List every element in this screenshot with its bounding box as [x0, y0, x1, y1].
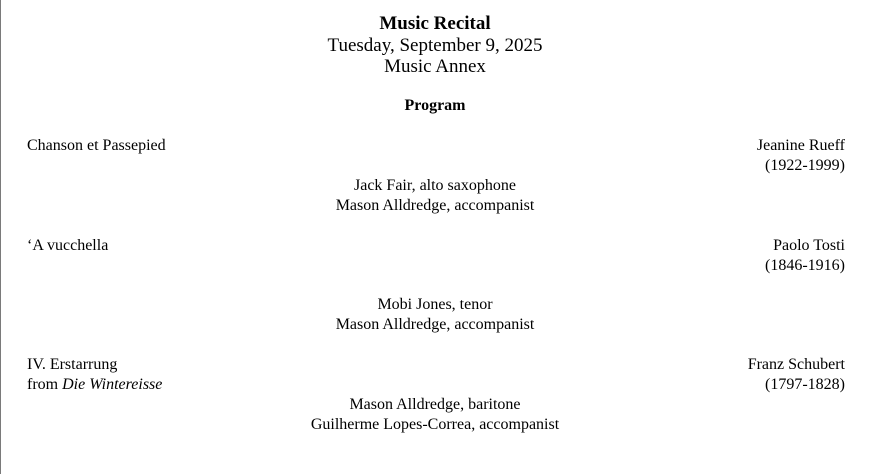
recital-venue: Music Annex — [384, 56, 486, 77]
recital-date: Tuesday, September 9, 2025 — [327, 35, 543, 56]
performer-line: Jack Fair, alto saxophone — [354, 177, 516, 194]
composer-name: Paolo Tosti — [773, 237, 845, 254]
source-work-title: Die Wintereisse — [62, 376, 163, 393]
performer-line: Guilherme Lopes-Correa, accompanist — [310, 416, 560, 433]
performer-line: Mason Alldredge, accompanist — [335, 197, 535, 214]
piece-source — [27, 375, 162, 395]
source-prefix: from — [27, 376, 63, 393]
composer-dates: (1846-1916) — [765, 257, 845, 274]
recital-title: Music Recital — [379, 13, 491, 34]
piece-title: IV. Erstarrung — [27, 356, 118, 373]
performer-line: Mason Alldredge, baritone — [349, 396, 521, 413]
piece-title: Chanson et Passepied — [27, 137, 166, 154]
composer-dates: (1922-1999) — [765, 157, 845, 174]
piece-title: ‘A vucchella — [27, 237, 109, 254]
program-heading: Program — [404, 97, 466, 114]
composer-name: Franz Schubert — [747, 356, 845, 373]
performer-line: Mobi Jones, tenor — [377, 296, 493, 313]
composer-name: Jeanine Rueff — [756, 137, 845, 154]
performer-line: Mason Alldredge, accompanist — [335, 316, 535, 333]
composer-dates: (1797-1828) — [765, 376, 845, 393]
